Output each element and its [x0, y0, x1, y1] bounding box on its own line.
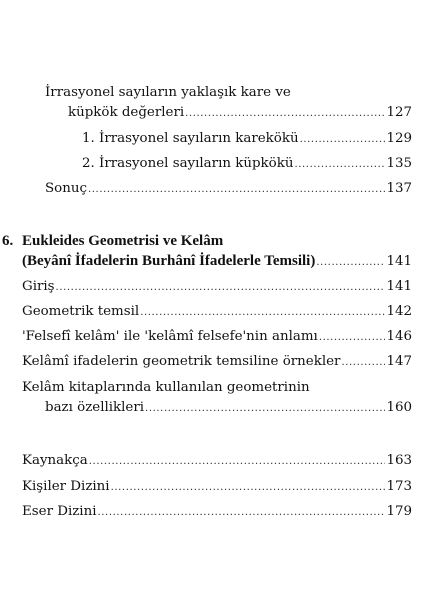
toc-page-number: 173 — [386, 479, 412, 494]
toc-page-number: 146 — [386, 329, 412, 344]
toc-entry-label: Kişiler Dizini — [22, 479, 110, 494]
toc-entry-label: 2. İrrasyonel sayıların küpkökü — [82, 156, 294, 171]
toc-entry-kelami-ifadeler[interactable] — [0, 351, 424, 373]
toc-entry-chapter6[interactable] — [0, 250, 424, 272]
dot-leader — [89, 451, 386, 473]
dot-leader — [300, 129, 386, 151]
toc-entry-label: bazı özellikleri — [45, 400, 145, 415]
toc-entry-label: İrrasyonel sayıların yaklaşık kare ve — [45, 85, 291, 100]
dot-leader — [185, 103, 385, 125]
toc-entry-karekok[interactable] — [0, 128, 424, 150]
dot-leader — [319, 327, 386, 349]
dot-leader — [140, 302, 385, 324]
toc-page-number: 127 — [386, 105, 412, 120]
chapter-heading-line1 — [0, 230, 424, 252]
dot-leader — [145, 398, 385, 420]
toc-entry-kaynakca[interactable] — [0, 450, 424, 472]
toc-entry-label: küpkök değerleri — [68, 105, 185, 120]
toc-page-number: 147 — [386, 354, 412, 369]
toc-entry-label: 1. İrrasyonel sayıların karekökü — [82, 131, 299, 146]
dot-leader — [98, 502, 386, 524]
toc-entry-label: 'Felsefî kelâm' ile 'kelâmî felsefe'nin anlamı — [22, 329, 318, 344]
toc-entry-ozellikler[interactable] — [0, 397, 424, 419]
dot-leader — [111, 477, 386, 499]
chapter-subtitle: (Beyânî İfadelerin Burhânî İfadelerle Temsili) — [22, 253, 316, 269]
toc-page-number: 163 — [386, 453, 412, 468]
toc-entry-label: Kelâmî ifadelerin geometrik temsiline örnekler — [22, 354, 341, 369]
toc-entry-kupkok[interactable] — [0, 153, 424, 175]
toc-entry-label: Kaynakça — [22, 453, 88, 468]
toc-page-number: 142 — [386, 304, 412, 319]
toc-entry-felsefi-kelam[interactable] — [0, 326, 424, 348]
toc-page-number: 160 — [386, 400, 412, 415]
chapter-title: Eukleides Geometrisi ve Kelâm — [22, 233, 224, 249]
toc-page-number: 179 — [386, 504, 412, 519]
dot-leader — [56, 277, 386, 299]
toc-entry-label: Giriş — [22, 279, 55, 294]
dot-leader — [88, 179, 385, 201]
toc-entry-giris[interactable] — [0, 276, 424, 298]
toc-entry-kisiler-dizini[interactable] — [0, 476, 424, 498]
toc-entry-geometrik-temsil[interactable] — [0, 301, 424, 323]
toc-entry-label: Kelâm kitaplarında kullanılan geometrinin — [22, 380, 310, 395]
toc-page-number: 141 — [386, 279, 412, 294]
toc-entry-irrasyonel[interactable] — [0, 102, 424, 124]
toc-entry-sonuc[interactable] — [0, 178, 424, 200]
toc-page-number: 141 — [386, 254, 412, 269]
toc-page-number: 135 — [386, 156, 412, 171]
toc-page-number: 137 — [386, 181, 412, 196]
dot-leader — [294, 154, 385, 176]
toc-entry-label: Eser Dizini — [22, 504, 97, 519]
toc-entry-eser-dizini[interactable] — [0, 501, 424, 523]
toc-entry-label: Sonuç — [45, 181, 87, 196]
toc-entry-label: Geometrik temsil — [22, 304, 140, 319]
dot-leader — [341, 352, 385, 374]
chapter-number: 6. — [2, 233, 14, 249]
toc-entry-irrasyonel-line1 — [0, 82, 424, 104]
toc-page-number: 129 — [386, 131, 412, 146]
toc-entry-ozellikler-line1 — [0, 377, 424, 399]
dot-leader — [316, 252, 385, 274]
